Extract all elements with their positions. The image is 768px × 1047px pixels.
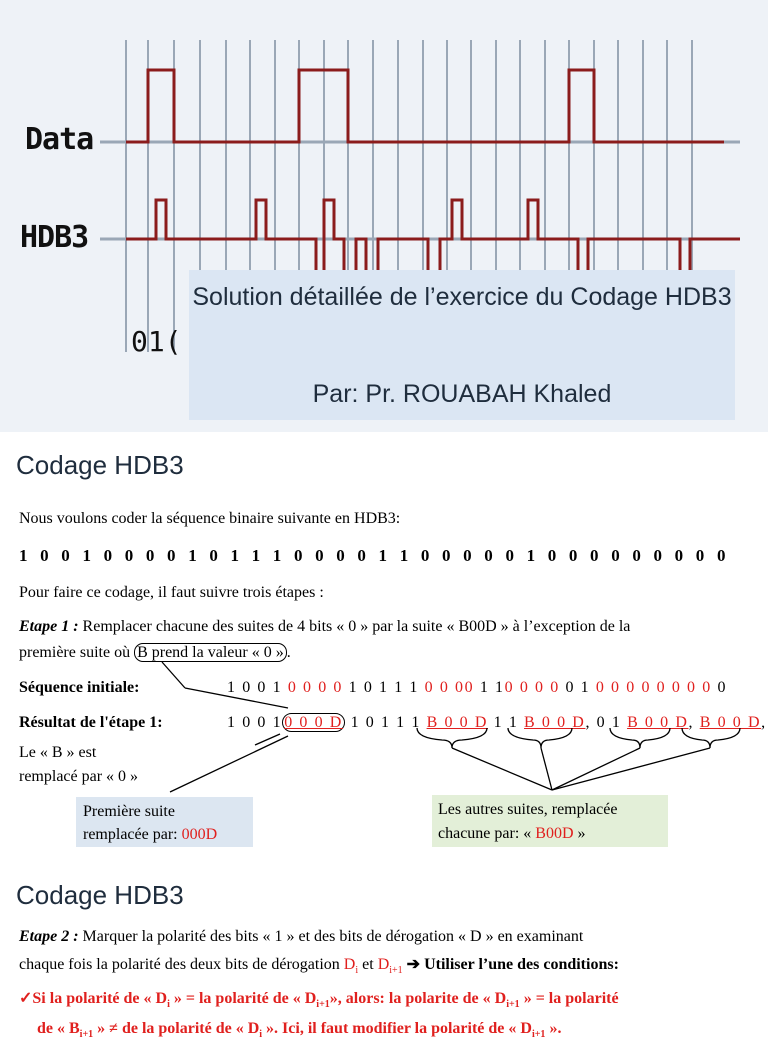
cond-text: » = la polarité de « D — [169, 990, 317, 1007]
condition-1 — [19, 987, 754, 1047]
cond-text: ». Ici, il faut modifier la polarité de « D — [262, 1020, 532, 1038]
seq-part: 0 — [464, 679, 480, 696]
etape2-text: Marquer la polarité des bits « 1 » et des bits de dérogation « D » en examinant — [78, 928, 584, 945]
callout-others-code: B00D — [535, 825, 574, 842]
cond-sub: i+1 — [506, 999, 520, 1011]
arrow-icon: ➔ — [402, 956, 425, 973]
callout-others-end: » — [573, 825, 586, 842]
cond-sub: i+1 — [531, 1029, 546, 1041]
seq-zero-run: 0 0 0 0 — [287, 679, 344, 696]
res-part: 1 1 — [488, 714, 525, 731]
data-axis-label: Data — [25, 122, 94, 157]
seq-part: 0 — [711, 679, 728, 696]
etape2-line1 — [19, 928, 583, 946]
callout-first-line1: Première suite — [83, 803, 175, 820]
res-part: , — [688, 714, 700, 731]
seq-initiale-label: Séquence initiale: — [19, 679, 140, 696]
seq-part: 1 1 — [479, 679, 505, 696]
seq-zero-run: 0 0 0 — [424, 679, 465, 696]
seq-zero-run: 0 0 0 0 — [656, 679, 712, 696]
et-word: et — [358, 956, 378, 973]
cond-text: » = la polarité — [519, 990, 619, 1007]
sub-i: i — [355, 965, 359, 977]
title-box — [189, 270, 735, 420]
sub-i1: i+1 — [389, 965, 403, 977]
cond-text: ✓Si la polarité de « D — [19, 990, 168, 1007]
res-part: , — [761, 714, 767, 731]
callout-others-line1: Les autres suites, remplacée — [438, 801, 618, 818]
steps-text: Pour faire ce codage, il faut suivre trois étapes : — [19, 584, 324, 601]
cond-text: » ≠ de la polarité de « D — [93, 1020, 260, 1038]
callout-others-line2: chacune par: « — [438, 825, 536, 842]
binary-sequence: 1 0 0 1 0 0 0 0 1 0 1 1 1 0 0 0 0 1 1 0 0 0 0 0 1 0 0 0 0 0 0 0 0 0 — [19, 546, 730, 565]
callout-other-suites — [432, 795, 668, 847]
note-b-replaced: Le « B » est remplacé par « 0 » — [19, 744, 139, 785]
seq-zero-run: 0 0 0 0 — [504, 679, 560, 696]
intro-text: Nous voulons coder la séquence binaire suivante en HDB3: — [19, 510, 401, 527]
section-heading-1: Codage HDB3 — [16, 450, 184, 480]
annotation-arrows — [0, 650, 768, 810]
etape1-line1 — [19, 618, 630, 636]
cond-sub: i — [259, 1029, 263, 1041]
slide-title: Solution détaillée de l’exercice du Codage HDB3 — [192, 283, 732, 311]
cond-sub: i+1 — [316, 999, 330, 1011]
etape2-text-b: chaque fois la polarité des deux bits de dérogation — [19, 956, 344, 973]
res-part: , 0 1 — [585, 714, 628, 731]
slide-author: Par: Pr. ROUABAH Khaled — [312, 380, 612, 408]
d-i: D — [343, 956, 356, 973]
etape2-label: Etape 2 : — [19, 928, 79, 945]
cond-text: de « B — [37, 1020, 80, 1038]
etape1-b-value: B prend la valeur « 0 » — [134, 643, 287, 662]
data-signal — [126, 70, 724, 142]
bit-values-label: 01( — [131, 325, 182, 358]
seq-part: 1 0 1 1 1 — [343, 679, 425, 696]
etape1-text: Remplacer chacune des suites de 4 bits « 0 » par la suite « B00D » à l’exception de la — [78, 618, 631, 635]
title-slide — [0, 0, 768, 432]
hdb3-axis-label: HDB3 — [20, 220, 89, 255]
callout-first-suite — [76, 797, 253, 847]
conditions-label: Utiliser l’une des conditions: — [424, 956, 619, 973]
callout-first-line2: remplacée par: — [83, 826, 182, 843]
etape1-text-b: première suite où — [19, 644, 135, 661]
d-i1: D — [377, 956, 390, 973]
seq-zero-run: 0 0 0 0 — [595, 679, 652, 696]
res-b00d: B 0 0 D — [699, 714, 762, 731]
callout-first-code: 000D — [181, 826, 218, 843]
seq-part: 1 0 0 1 — [227, 679, 288, 696]
section-heading-2: Codage HDB3 — [16, 880, 184, 910]
cond-text: ». — [545, 1020, 562, 1038]
res-part: 1 0 0 1 — [227, 714, 283, 731]
resultat-label: Résultat de l'étape 1: — [19, 714, 163, 731]
cond-text: », alors: la polarite de « D — [329, 990, 507, 1007]
seq-part: 0 1 — [559, 679, 596, 696]
etape1-period: . — [286, 644, 291, 661]
cond-sub: i+1 — [79, 1029, 94, 1041]
res-part: 1 0 1 1 1 — [344, 714, 427, 731]
etape2-line2 — [19, 954, 619, 976]
res-000d: 0 0 0 D — [284, 714, 343, 731]
cond-sub: i — [167, 999, 170, 1011]
res-b00d: B 0 0 D — [524, 714, 586, 731]
res-b00d: B 0 0 D — [627, 714, 689, 731]
etape1-label: Etape 1 : — [19, 618, 79, 635]
res-b00d: B 0 0 D — [426, 714, 489, 731]
